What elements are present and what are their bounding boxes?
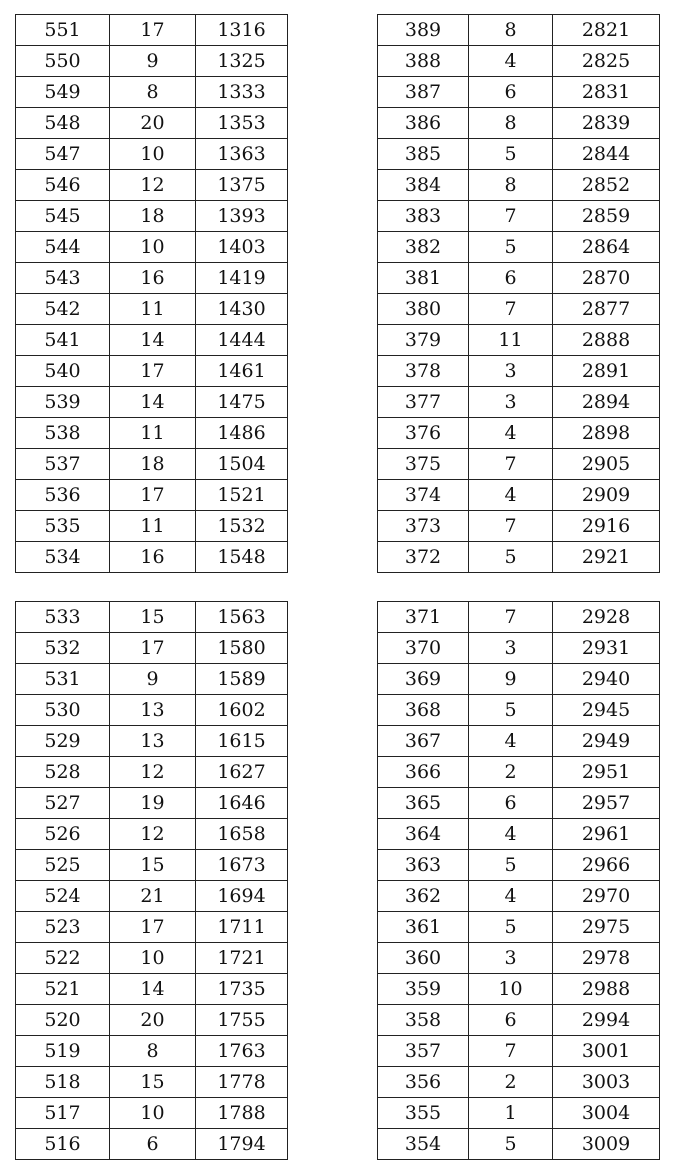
count-cell: 16 [110,542,196,573]
table-row [378,108,660,139]
score-cell: 547 [16,139,110,170]
cumulative-cell: 3009 [553,1129,660,1160]
cumulative-cell: 2945 [553,695,660,726]
score-cell: 534 [16,542,110,573]
count-cell: 17 [110,356,196,387]
table-row [16,726,288,757]
score-cell: 545 [16,201,110,232]
count-cell: 11 [110,294,196,325]
table-row [378,1036,660,1067]
score-cell: 531 [16,664,110,695]
cumulative-cell: 2877 [553,294,660,325]
cumulative-cell: 2978 [553,943,660,974]
table-row [16,325,288,356]
cumulative-cell: 2898 [553,418,660,449]
score-cell: 383 [378,201,469,232]
score-cell: 370 [378,633,469,664]
table-row [378,170,660,201]
table-row [16,1098,288,1129]
cumulative-cell: 1461 [196,356,288,387]
table-row [378,77,660,108]
score-cell: 368 [378,695,469,726]
score-cell: 385 [378,139,469,170]
cumulative-cell: 1563 [196,602,288,633]
count-cell: 3 [469,943,553,974]
count-cell: 10 [110,1098,196,1129]
cumulative-cell: 2891 [553,356,660,387]
table-row [378,511,660,542]
score-cell: 525 [16,850,110,881]
table-row [378,542,660,573]
table-row [16,788,288,819]
count-cell: 9 [110,46,196,77]
count-cell: 4 [469,46,553,77]
count-cell: 7 [469,449,553,480]
cumulative-cell: 2966 [553,850,660,881]
table-row [378,819,660,850]
cumulative-cell: 2905 [553,449,660,480]
score-cell: 379 [378,325,469,356]
score-cell: 381 [378,263,469,294]
table-row [16,943,288,974]
score-cell: 384 [378,170,469,201]
table-row [16,170,288,201]
cumulative-cell: 1580 [196,633,288,664]
score-cell: 356 [378,1067,469,1098]
table-row [16,850,288,881]
cumulative-cell: 1430 [196,294,288,325]
cumulative-cell: 1673 [196,850,288,881]
cumulative-cell: 1646 [196,788,288,819]
cumulative-cell: 1794 [196,1129,288,1160]
score-cell: 527 [16,788,110,819]
cumulative-cell: 2831 [553,77,660,108]
count-cell: 6 [110,1129,196,1160]
table-row [378,757,660,788]
cumulative-cell: 1615 [196,726,288,757]
cumulative-cell: 2839 [553,108,660,139]
cumulative-cell: 2864 [553,232,660,263]
table-row [16,633,288,664]
score-cell: 539 [16,387,110,418]
count-cell: 7 [469,602,553,633]
count-cell: 6 [469,788,553,819]
score-cell: 543 [16,263,110,294]
score-cell: 523 [16,912,110,943]
table-row [378,943,660,974]
count-cell: 5 [469,850,553,881]
table-row [16,46,288,77]
cumulative-cell: 2894 [553,387,660,418]
count-cell: 16 [110,263,196,294]
table-row [16,108,288,139]
score-cell: 361 [378,912,469,943]
count-cell: 15 [110,602,196,633]
count-cell: 8 [110,77,196,108]
table-row [16,511,288,542]
table-row [378,294,660,325]
cumulative-cell: 1788 [196,1098,288,1129]
cumulative-cell: 1363 [196,139,288,170]
table-row [16,77,288,108]
score-cell: 548 [16,108,110,139]
count-cell: 10 [110,943,196,974]
table-row [378,881,660,912]
score-cell: 517 [16,1098,110,1129]
count-cell: 19 [110,788,196,819]
cumulative-cell: 2870 [553,263,660,294]
count-cell: 12 [110,819,196,850]
cumulative-cell: 2975 [553,912,660,943]
count-cell: 6 [469,77,553,108]
count-cell: 9 [469,664,553,695]
cumulative-cell: 2961 [553,819,660,850]
count-cell: 14 [110,974,196,1005]
score-cell: 538 [16,418,110,449]
table-row [378,480,660,511]
score-cell: 372 [378,542,469,573]
table-row [16,201,288,232]
count-cell: 17 [110,912,196,943]
count-cell: 5 [469,912,553,943]
count-cell: 10 [110,232,196,263]
cumulative-cell: 1316 [196,15,288,46]
cumulative-cell: 1589 [196,664,288,695]
table-row [378,356,660,387]
score-cell: 535 [16,511,110,542]
cumulative-cell: 2844 [553,139,660,170]
table-row [378,1005,660,1036]
table-row [16,1129,288,1160]
table-row [16,387,288,418]
table-row [16,1005,288,1036]
count-cell: 13 [110,695,196,726]
table-row [16,139,288,170]
cumulative-cell: 2988 [553,974,660,1005]
score-cell: 386 [378,108,469,139]
cumulative-cell: 1763 [196,1036,288,1067]
score-table-bottom-left [15,601,288,1160]
score-cell: 359 [378,974,469,1005]
count-cell: 7 [469,1036,553,1067]
score-cell: 376 [378,418,469,449]
cumulative-cell: 3003 [553,1067,660,1098]
count-cell: 12 [110,757,196,788]
count-cell: 4 [469,819,553,850]
cumulative-cell: 2940 [553,664,660,695]
cumulative-cell: 2852 [553,170,660,201]
cumulative-cell: 1711 [196,912,288,943]
table-row [16,542,288,573]
score-cell: 375 [378,449,469,480]
count-cell: 8 [469,15,553,46]
count-cell: 10 [110,139,196,170]
table-row [378,633,660,664]
cumulative-cell: 2928 [553,602,660,633]
score-table-top-right [377,14,660,573]
score-cell: 542 [16,294,110,325]
count-cell: 10 [469,974,553,1005]
cumulative-cell: 1694 [196,881,288,912]
cumulative-cell: 2951 [553,757,660,788]
table-row [16,356,288,387]
table-row [16,912,288,943]
count-cell: 3 [469,356,553,387]
cumulative-cell: 1444 [196,325,288,356]
count-cell: 5 [469,695,553,726]
score-cell: 371 [378,602,469,633]
score-cell: 519 [16,1036,110,1067]
count-cell: 7 [469,294,553,325]
count-cell: 1 [469,1098,553,1129]
score-cell: 362 [378,881,469,912]
cumulative-cell: 1521 [196,480,288,511]
table-row [378,788,660,819]
count-cell: 4 [469,418,553,449]
table-row [378,46,660,77]
table-row [378,139,660,170]
score-cell: 388 [378,46,469,77]
table-row [16,449,288,480]
cumulative-cell: 2949 [553,726,660,757]
cumulative-cell: 1778 [196,1067,288,1098]
count-cell: 15 [110,1067,196,1098]
cumulative-cell: 2931 [553,633,660,664]
count-cell: 11 [469,325,553,356]
count-cell: 17 [110,15,196,46]
count-cell: 21 [110,881,196,912]
score-cell: 533 [16,602,110,633]
count-cell: 8 [469,170,553,201]
count-cell: 18 [110,449,196,480]
cumulative-cell: 2821 [553,15,660,46]
cumulative-cell: 2970 [553,881,660,912]
table-row [378,449,660,480]
cumulative-cell: 1602 [196,695,288,726]
count-cell: 20 [110,108,196,139]
table-row [378,664,660,695]
count-cell: 11 [110,418,196,449]
table-row [16,232,288,263]
count-cell: 5 [469,139,553,170]
count-cell: 17 [110,480,196,511]
cumulative-cell: 1658 [196,819,288,850]
table-row [378,695,660,726]
score-cell: 550 [16,46,110,77]
count-cell: 17 [110,633,196,664]
table-row [378,325,660,356]
cumulative-cell: 2859 [553,201,660,232]
score-cell: 377 [378,387,469,418]
score-cell: 532 [16,633,110,664]
score-cell: 520 [16,1005,110,1036]
table-row [378,1098,660,1129]
score-cell: 363 [378,850,469,881]
score-cell: 380 [378,294,469,325]
score-cell: 544 [16,232,110,263]
table-row [16,602,288,633]
cumulative-cell: 1325 [196,46,288,77]
cumulative-cell: 1419 [196,263,288,294]
count-cell: 6 [469,1005,553,1036]
cumulative-cell: 2916 [553,511,660,542]
score-cell: 521 [16,974,110,1005]
cumulative-cell: 2921 [553,542,660,573]
cumulative-cell: 2994 [553,1005,660,1036]
count-cell: 20 [110,1005,196,1036]
count-cell: 3 [469,387,553,418]
score-cell: 540 [16,356,110,387]
score-cell: 536 [16,480,110,511]
score-cell: 551 [16,15,110,46]
score-cell: 378 [378,356,469,387]
cumulative-cell: 1735 [196,974,288,1005]
table-row [378,201,660,232]
score-table-top-left [15,14,288,573]
score-cell: 526 [16,819,110,850]
count-cell: 8 [110,1036,196,1067]
table-row [16,819,288,850]
cumulative-cell: 3004 [553,1098,660,1129]
score-cell: 549 [16,77,110,108]
score-cell: 369 [378,664,469,695]
cumulative-cell: 2909 [553,480,660,511]
score-cell: 366 [378,757,469,788]
table-row [378,387,660,418]
score-cell: 354 [378,1129,469,1160]
table-row [16,695,288,726]
count-cell: 4 [469,881,553,912]
count-cell: 8 [469,108,553,139]
count-cell: 7 [469,511,553,542]
score-cell: 522 [16,943,110,974]
table-row [378,974,660,1005]
count-cell: 7 [469,201,553,232]
score-cell: 516 [16,1129,110,1160]
score-cell: 529 [16,726,110,757]
table-row [378,232,660,263]
cumulative-cell: 1548 [196,542,288,573]
table-row [16,1036,288,1067]
cumulative-cell: 1486 [196,418,288,449]
cumulative-cell: 1333 [196,77,288,108]
count-cell: 4 [469,726,553,757]
table-row [16,263,288,294]
table-row [16,1067,288,1098]
score-cell: 358 [378,1005,469,1036]
table-row [378,850,660,881]
score-cell: 374 [378,480,469,511]
table-row [378,418,660,449]
count-cell: 18 [110,201,196,232]
table-row [378,1129,660,1160]
score-cell: 373 [378,511,469,542]
table-row [16,757,288,788]
score-cell: 355 [378,1098,469,1129]
score-table-bottom-right [377,601,660,1160]
count-cell: 4 [469,480,553,511]
cumulative-cell: 2825 [553,46,660,77]
cumulative-cell: 1627 [196,757,288,788]
count-cell: 5 [469,542,553,573]
count-cell: 14 [110,387,196,418]
count-cell: 14 [110,325,196,356]
cumulative-cell: 1475 [196,387,288,418]
score-cell: 537 [16,449,110,480]
score-cell: 365 [378,788,469,819]
table-row [16,664,288,695]
table-row [378,15,660,46]
count-cell: 5 [469,1129,553,1160]
score-cell: 387 [378,77,469,108]
count-cell: 9 [110,664,196,695]
table-row [378,912,660,943]
table-row [378,602,660,633]
cumulative-cell: 3001 [553,1036,660,1067]
cumulative-cell: 1721 [196,943,288,974]
table-row [16,974,288,1005]
count-cell: 15 [110,850,196,881]
cumulative-cell: 1755 [196,1005,288,1036]
cumulative-cell: 2957 [553,788,660,819]
score-cell: 546 [16,170,110,201]
count-cell: 2 [469,1067,553,1098]
count-cell: 12 [110,170,196,201]
table-row [16,881,288,912]
table-row [378,263,660,294]
count-cell: 3 [469,633,553,664]
score-cell: 524 [16,881,110,912]
cumulative-cell: 1403 [196,232,288,263]
table-row [16,480,288,511]
table-row [16,294,288,325]
cumulative-cell: 1375 [196,170,288,201]
score-cell: 360 [378,943,469,974]
score-cell: 518 [16,1067,110,1098]
count-cell: 11 [110,511,196,542]
cumulative-cell: 1504 [196,449,288,480]
table-row [378,726,660,757]
score-cell: 541 [16,325,110,356]
cumulative-cell: 1393 [196,201,288,232]
count-cell: 13 [110,726,196,757]
score-cell: 357 [378,1036,469,1067]
score-cell: 389 [378,15,469,46]
cumulative-cell: 1353 [196,108,288,139]
table-row [16,418,288,449]
count-cell: 6 [469,263,553,294]
count-cell: 2 [469,757,553,788]
cumulative-cell: 1532 [196,511,288,542]
score-cell: 530 [16,695,110,726]
table-row [378,1067,660,1098]
table-row [16,15,288,46]
score-cell: 364 [378,819,469,850]
score-cell: 382 [378,232,469,263]
count-cell: 5 [469,232,553,263]
score-cell: 528 [16,757,110,788]
score-cell: 367 [378,726,469,757]
cumulative-cell: 2888 [553,325,660,356]
